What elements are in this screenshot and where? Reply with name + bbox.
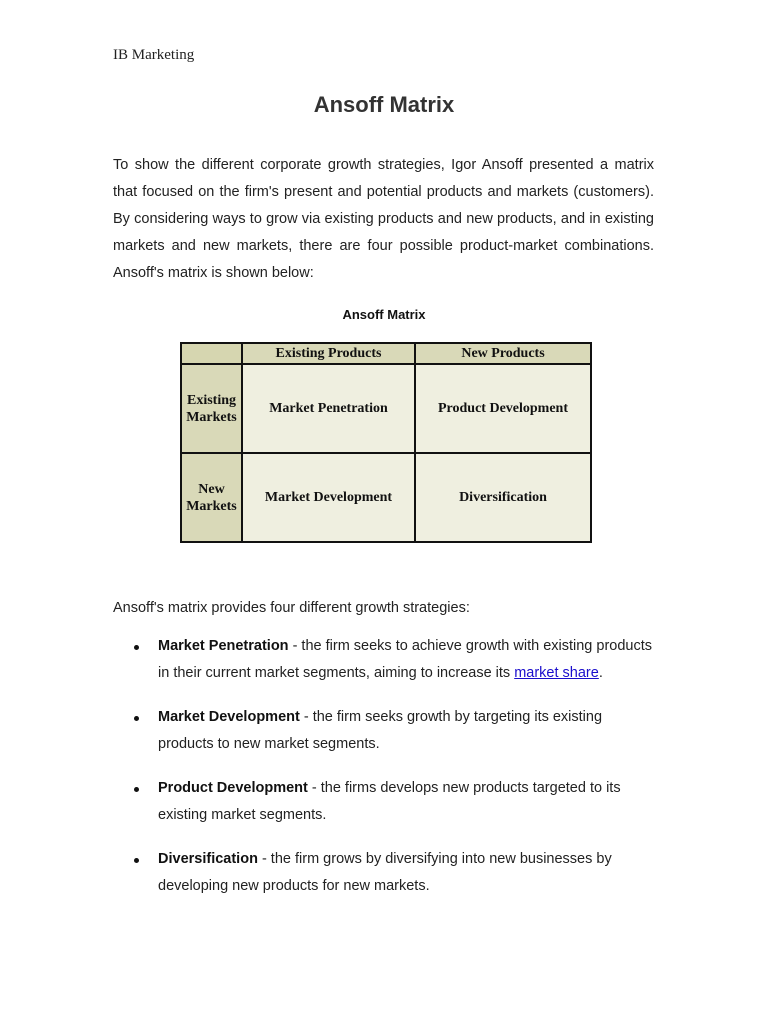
intro-paragraph: To show the different corporate growth strategies, Igor Ansoff presented a matrix that focused on the firm's present and potential products and markets (customers). By considering ways to grow via existing products and new products, and in existing markets and new markets, there are four possible product-market combinations. Ansoff's matrix is shown below: — [113, 157, 654, 281]
table-header-row — [181, 343, 591, 364]
cell-diversification: Diversification — [415, 453, 591, 542]
list-item — [113, 775, 658, 829]
strategy-term: Market Development — [158, 709, 300, 725]
list-item — [113, 633, 658, 687]
row-label-line: New — [198, 481, 225, 497]
strategy-description: - the firms develops new products targeted to its existing market segments. — [158, 780, 621, 823]
strategy-term: Market Penetration — [158, 638, 289, 654]
strategy-suffix: . — [598, 665, 603, 681]
cell-product-development: Product Development — [415, 364, 591, 453]
row-label-line: Markets — [186, 498, 237, 514]
strategy-term: Diversification — [158, 851, 258, 867]
cell-market-penetration: Market Penetration — [242, 364, 415, 453]
table-caption: Ansoff Matrix — [342, 307, 426, 322]
list-item — [113, 846, 658, 900]
row-label-line: Markets — [186, 409, 237, 425]
summary-text: Ansoff's matrix provides four different growth strategies: — [113, 600, 470, 616]
page-header: IB Marketing — [113, 47, 195, 63]
market-share-link[interactable]: market share — [514, 665, 599, 681]
row-label-line: Existing — [186, 392, 236, 408]
strategy-description: - the firm seeks growth by targeting its existing products to new market segments. — [158, 709, 603, 752]
strategy-description: - the firm grows by diversifying into new businesses by developing new products for new markets. — [158, 851, 612, 894]
row-header-new-markets — [181, 453, 242, 542]
page-title: Ansoff Matrix — [313, 92, 455, 117]
strategy-term: Product Development — [158, 780, 308, 796]
bullet-icon — [134, 716, 139, 721]
table-row-new-markets — [181, 453, 591, 542]
list-item — [113, 704, 658, 758]
table-corner-cell — [181, 343, 242, 364]
bullet-icon — [134, 645, 139, 650]
strategy-list — [113, 633, 658, 917]
row-header-existing-markets — [181, 364, 242, 453]
cell-market-development: Market Development — [242, 453, 415, 542]
bullet-icon — [134, 787, 139, 792]
ansoff-matrix-table — [180, 342, 592, 543]
column-header-existing-products: Existing Products — [242, 343, 415, 364]
strategy-description: - the firm seeks to achieve growth with existing products in their current market segments, aiming to increase its — [158, 638, 653, 681]
column-header-new-products: New Products — [415, 343, 591, 364]
bullet-icon — [134, 858, 139, 863]
table-row-existing-markets — [181, 364, 591, 453]
